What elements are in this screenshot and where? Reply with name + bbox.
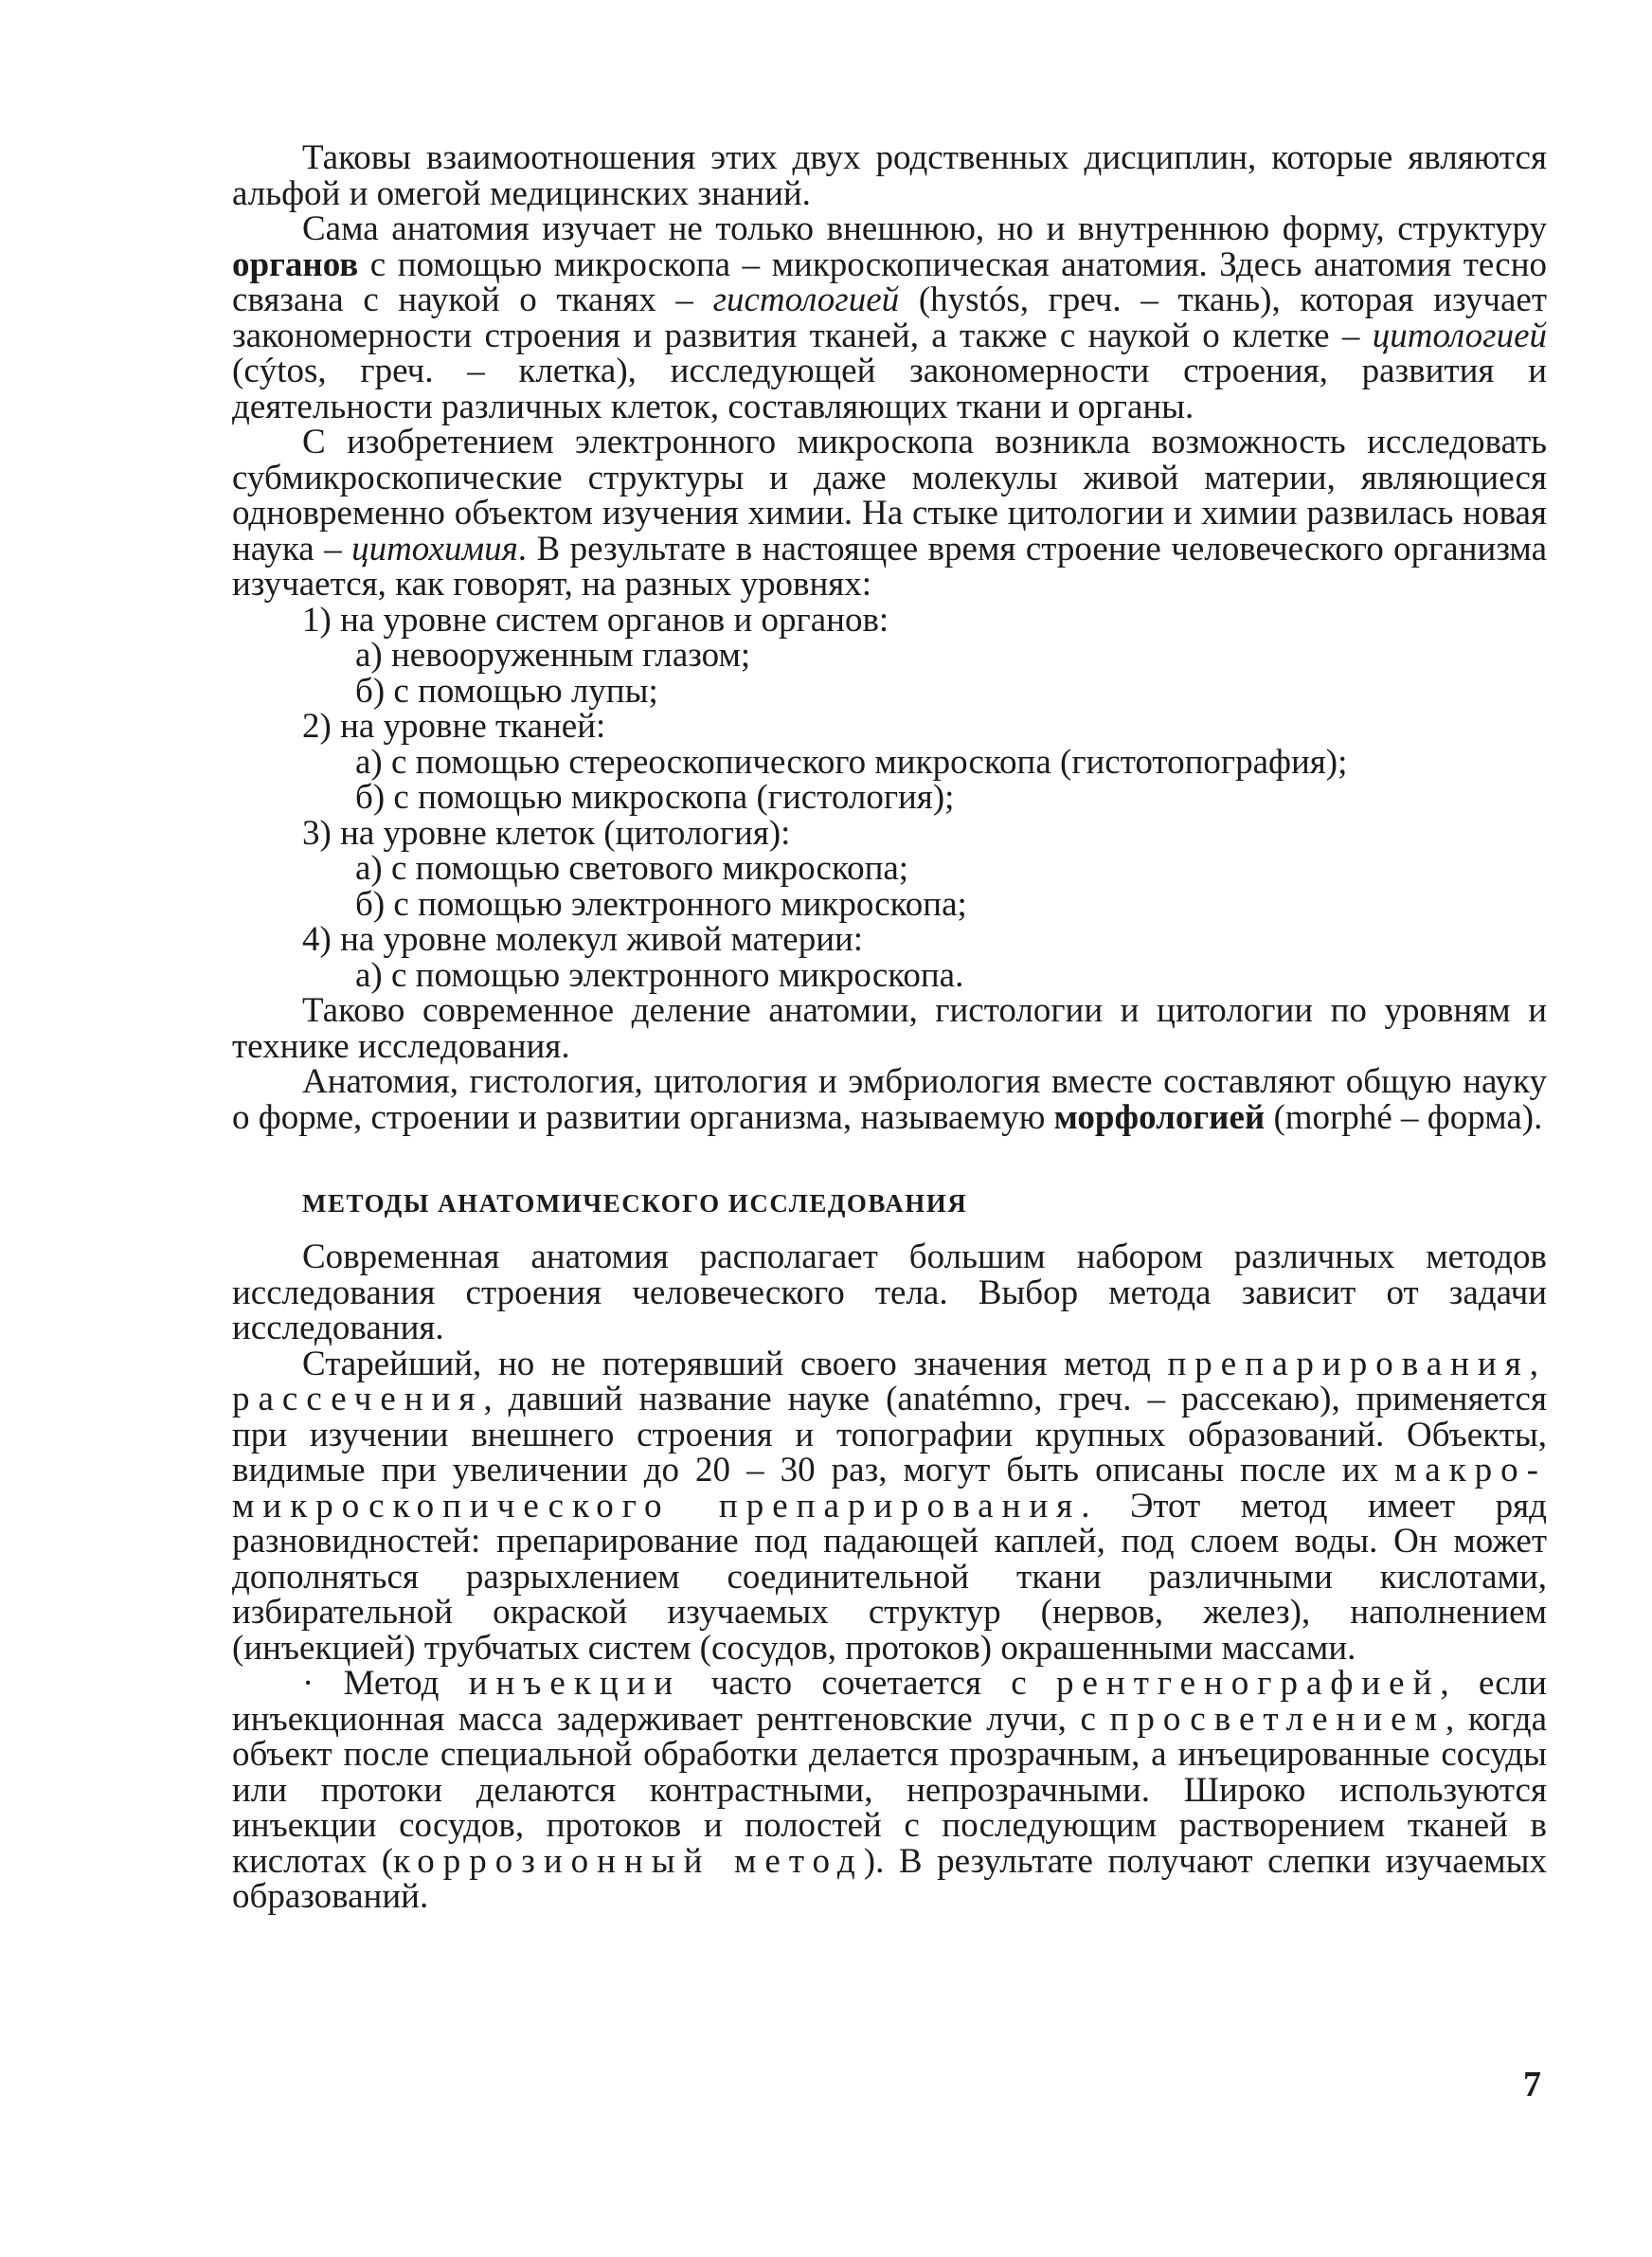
section-heading: МЕТОДЫ АНАТОМИЧЕСКОГО ИССЛЕДОВАНИЯ <box>302 1189 968 1218</box>
term-macro-micro: макро- микроскопического препарирования <box>232 1451 1547 1526</box>
paragraph-morphology: Анатомия, гистология, цитология и эмбриология вместе составляют общую науку о форме, строении и развитии организма, называемую морфологией (morphé – форма). <box>232 1062 1547 1137</box>
level-item: 3) на уровне клеток (цитология): а) с помощью светового микроскопа; б) с помощью электронного микроскопа; <box>302 816 1547 923</box>
term-histology: гистологией <box>712 280 900 319</box>
sub-item: а) с помощью электронного микроскопа. <box>355 955 964 995</box>
term-organs: органов <box>232 244 359 284</box>
sub-item: б) с помощью микроскопа (гистология); <box>355 778 955 817</box>
term-dissection: препарирования, рассечения <box>232 1344 1547 1418</box>
level-item: 2) на уровне тканей: а) с помощью стереоскопического микроскопа (гистотопография); б) с помощью микроскопа (гистология); <box>302 709 1547 816</box>
term-clearing: просветлением <box>1109 1699 1446 1739</box>
paragraph-dissection: Старейший, но не потерявший своего значения метод препарирования, рассечения, давший название науке (anatémno, греч. – рассекаю), применяется при изучении внешнего строения и топографии крупных образований. Объекты, видимые при увеличении до 20 – 30 раз, могут быть описаны после их макро- микроскопического препарирования. Этот метод имеет ряд разновидностей: препарирование под падающей каплей, под слоем воды. Он может дополняться разрыхлением соединительной ткани различными кислотами, избирательной окраской изучаемых структур (нервов, желез), наполнением (инъекцией) трубчатых систем (сосудов, протоков) окрашенными массами. <box>232 1344 1548 1668</box>
sub-item: а) с помощью стереоскопического микроскопа (гистотопография); <box>355 742 1348 782</box>
page-body <box>232 140 1547 1915</box>
term-corrosion-method: коррозионный метод <box>393 1841 864 1881</box>
paragraph-relations: Таковы взаимоотношения этих двух родственных дисциплин, которые являются альфой и омегой медицинских знаний. <box>232 138 1547 213</box>
paragraph-division: Таково современное деление анатомии, гистологии и цитологии по уровням и технике исследования. <box>232 991 1547 1066</box>
sub-item: а) невооруженным глазом; <box>355 636 751 675</box>
term-cytology: цитологией <box>1372 316 1547 355</box>
paragraph-injection: · Метод инъекции часто сочетается с рентгенографией, если инъекционная масса задерживает рентгеновские лучи, с просветлением, когда объект после специальной обработки делается прозрачным, а инъецированные сосуды или протоки делаются контрастными, непрозрачными. Широко используются инъекции сосудов, протоков и полостей с последующим растворением тканей в кислотах (коррозионный метод). В результате получают слепки изучаемых образований. <box>232 1664 1547 1916</box>
page-number: 7 <box>1523 2065 1541 2104</box>
sub-item: б) с помощью электронного микроскопа; <box>355 884 967 924</box>
paragraph-electron-microscope: С изобретением электронного микроскопа возникла возможность исследовать субмикроскопические структуры и даже молекулы живой материи, являющиеся одновременно объектом изучения химии. На стыке цитологии и химии развилась новая наука – цитохимия. В результате в настоящее время строение человеческого организма изучается, как говорят, на разных уровнях: <box>232 423 1548 604</box>
term-cytochemistry: цитохимия <box>351 529 518 569</box>
term-morphology: морфологией <box>1053 1097 1266 1137</box>
levels-list <box>232 600 1547 995</box>
sub-item: б) с помощью лупы; <box>355 671 658 711</box>
paragraph-anatomy-scope: Сама анатомия изучает не только внешнюю, но и внутреннюю форму, структуру органов с помощью микроскопа – микроскопическая анатомия. Здесь анатомия тесно связана с наукой о тканях – гистологией (hystós, греч. – ткань), которая изучает закономерности строения и развития тканей, а также с наукой о клетке – цитологией (cýtos, греч. – клетка), исследующей закономерности строения, развития и деятельности различных клеток, составляющих ткани и органы. <box>232 209 1547 426</box>
sub-item: а) с помощью светового микроскопа; <box>355 849 909 888</box>
term-injection: инъекции <box>468 1664 682 1703</box>
level-item: 4) на уровне молекул живой материи: а) с помощью электронного микроскопа. <box>302 922 1547 993</box>
paragraph-methods-intro: Современная анатомия располагает большим набором различных методов исследования строения человеческого тела. Выбор метода зависит от задачи исследования. <box>232 1237 1547 1347</box>
level-item: 1) на уровне систем органов и органов: а) невооруженным глазом; б) с помощью лупы; <box>302 603 1547 710</box>
term-radiography: рентгенографией <box>1056 1664 1441 1703</box>
